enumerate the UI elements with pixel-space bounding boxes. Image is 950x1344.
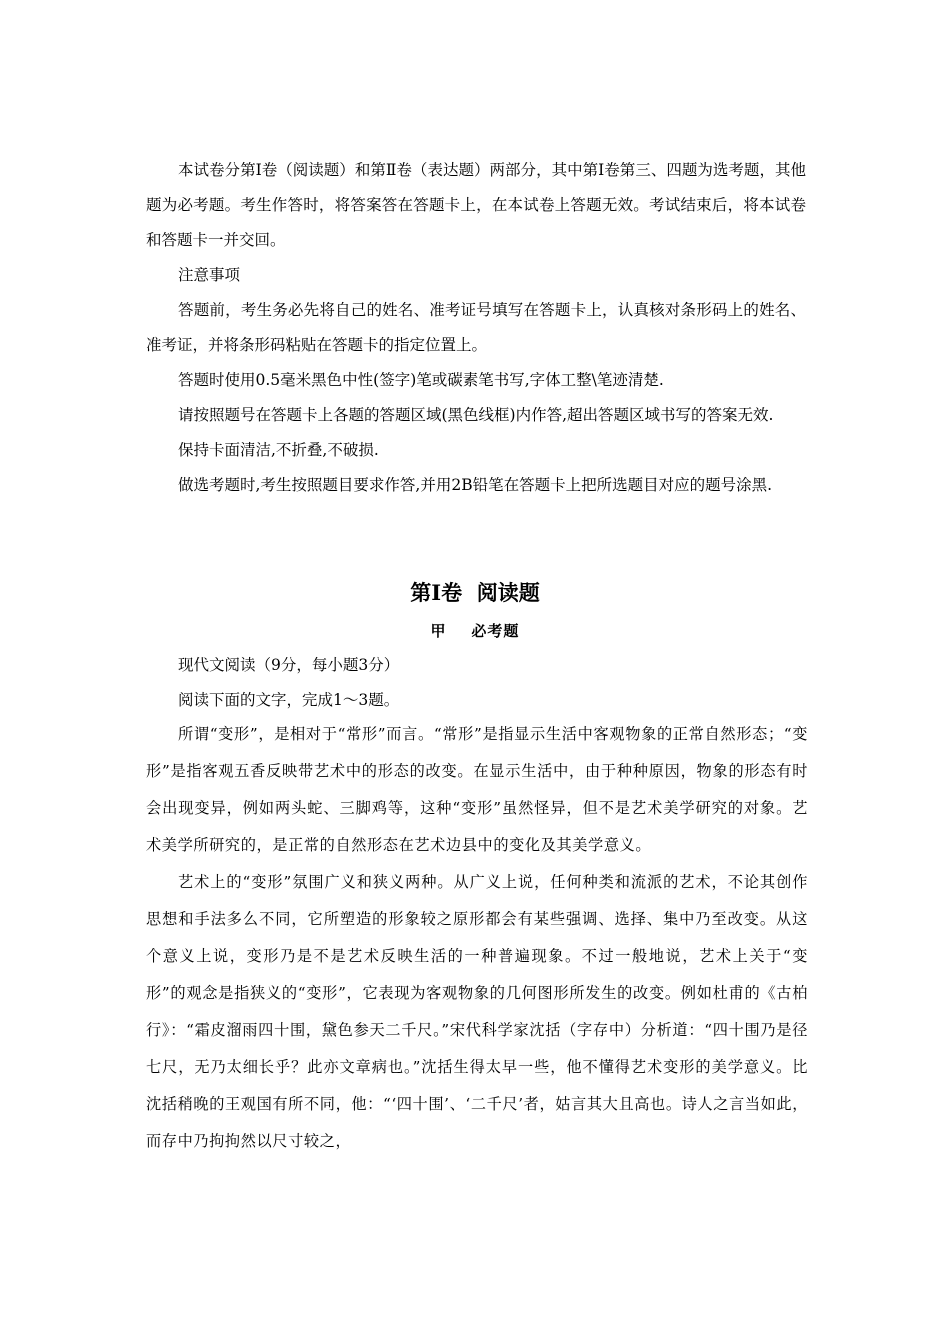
passage-paragraph: 艺术上的“变形”氛围广义和狭义两种。从广义上说，任何种类和流派的艺术，不论其创作思想和手法多么不同，它所塑造的形象较之原形都会有某些强调、选择、集中乃至改变。从这个意义上说，变形乃是不是艺术反映生活的一种普遍现象。不过一般地说，艺术上关于“变形”的观念是指狭义的“变形”，它表现为客观物象的几何图形所发生的改变。例如杜甫的《古柏行》：“霜皮溜雨四十围，黛色参天二千尺。”宋代科学家沈括（字存中）分析道：“四十围乃是径七尺，无乃太细长乎？此亦文章病也。”沈括生得太早一些，他不懂得艺术变形的美学意义。比沈括稍晚的王观国有所不同，他：“‘四十围’、‘二千尺’者，姑言其大且高也。诗人之言当如此，而存中乃拘拘然以尺寸较之， (146, 873, 808, 1150)
notice-item: 答题前，考生务必先将自己的姓名、准考证号填写在答题卡上，认真核对条形码上的姓名、准考证，并将条形码粘贴在答题卡的指定位置上。 (146, 301, 806, 354)
section-title: 第Ⅰ卷 阅读题 (410, 580, 540, 605)
notice-heading: 注意事项 (178, 266, 241, 284)
reading-heading: 现代文阅读（9分，每小题3分） (178, 656, 400, 674)
intro-paragraph: 本试卷分第Ⅰ卷（阅读题）和第Ⅱ卷（表达题）两部分，其中第Ⅰ卷第三、四题为选考题，其他题为必考题。考生作答时，将答案答在答题卡上，在本试卷上答题无效。考试结束后，将本试卷和答题卡一并交回。 (146, 161, 806, 249)
reading-instruction: 阅读下面的文字，完成1～3题。 (178, 691, 400, 709)
notice-item: 保持卡面清洁,不折叠,不破损. (178, 441, 379, 459)
section-subtitle: 甲 必考题 (430, 622, 520, 640)
passage-paragraph: 所谓“变形”，是相对于“常形”而言。“常形”是指显示生活中客观物象的正常自然形态；“变形”是指客观五香反映带艺术中的形态的改变。在显示生活中，由于种种原因，物象的形态有时会出现变异，例如两头蛇、三脚鸡等，这种“变形”虽然怪异，但不是艺术美学研究的对象。艺术美学所研究的，是正常的自然形态在艺术边县中的变化及其美学意义。 (146, 725, 808, 854)
reading-passage (146, 716, 808, 1160)
notice-item: 请按照题号在答题卡上各题的答题区域(黑色线框)内作答,超出答题区域书写的答案无效. (178, 406, 774, 424)
notice-item: 答题时使用0.5毫米黑色中性(签字)笔或碳素笔书写,字体工整\笔迹清楚. (178, 371, 664, 389)
exam-intro (146, 153, 806, 503)
notice-item: 做选考题时,考生按照题目要求作答,并用2B铅笔在答题卡上把所选题目对应的题号涂黑. (178, 476, 773, 494)
reading-header (146, 648, 806, 718)
